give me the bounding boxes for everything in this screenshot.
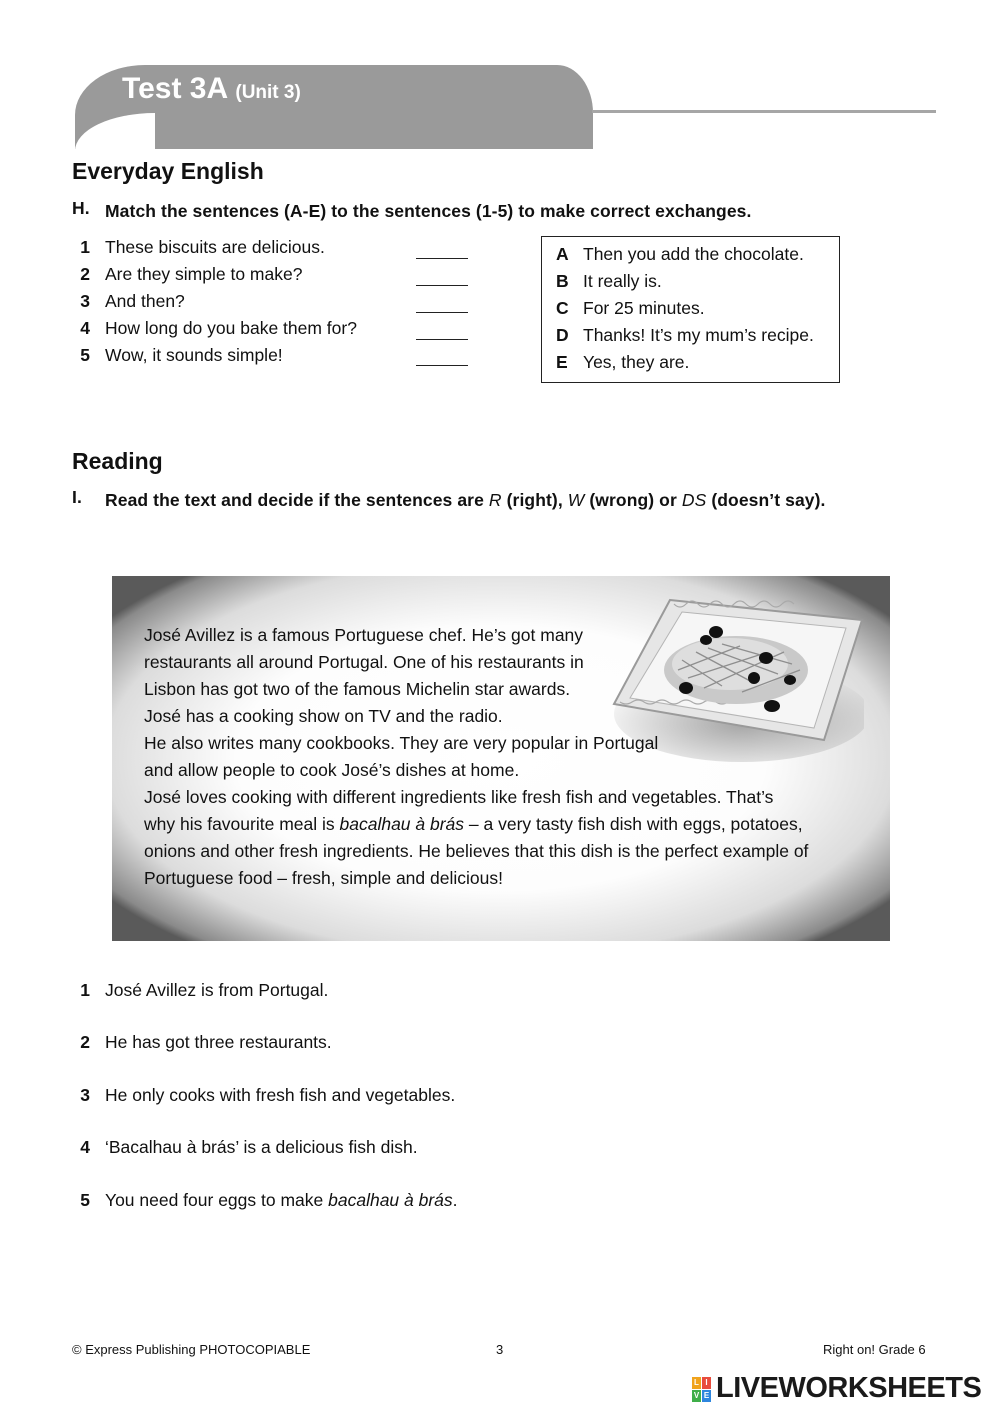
question-fragment: You need four eggs to make	[105, 1190, 329, 1210]
item-number: 1	[80, 237, 90, 257]
question-number: 1	[80, 980, 90, 1000]
question-item	[72, 1134, 872, 1161]
passage-line: onions and other fresh ingredients. He believes that this dish is the perfect example of	[144, 841, 809, 861]
question-text: ‘Bacalhau à brás’ is a delicious fish dish.	[105, 1137, 418, 1157]
logo-tile-v: V	[693, 1391, 700, 1400]
item-text: Wow, it sounds simple!	[105, 345, 283, 365]
dish-name: bacalhau à brás	[339, 814, 465, 834]
question-fragment: .	[452, 1190, 458, 1210]
option-letter: A	[556, 244, 569, 264]
instruction-part: (wrong) or	[584, 490, 682, 510]
test-title: Test 3A	[122, 72, 228, 105]
instruction-part: Read the text and decide if the sentences are	[105, 490, 489, 510]
passage-line: José has a cooking show on TV and the radio.	[144, 706, 503, 726]
instruction-letter-h: H.	[72, 198, 90, 218]
liveworksheets-logo[interactable]	[692, 1374, 988, 1408]
instruction-text-i	[105, 487, 925, 514]
answer-blank-1[interactable]	[416, 257, 468, 259]
instruction-w: W	[567, 490, 585, 510]
instruction-ds: DS	[681, 490, 707, 510]
liveworksheets-icon	[692, 1377, 712, 1403]
header-rule	[592, 110, 936, 113]
instruction-part: (doesn’t say).	[706, 490, 826, 510]
logo-tile-e: E	[703, 1391, 710, 1400]
option-text: Then you add the chocolate.	[583, 244, 804, 264]
footer-book-title: Right on! Grade 6	[823, 1342, 926, 1357]
question-number: 4	[80, 1137, 90, 1157]
liveworksheets-wordmark: LIVEWORKSHEETS	[716, 1372, 982, 1404]
reading-passage	[144, 622, 864, 892]
question-text: José Avillez is from Portugal.	[105, 980, 329, 1000]
option-letter: E	[556, 352, 568, 372]
answer-blank-4[interactable]	[416, 338, 468, 340]
item-text: How long do you bake them for?	[105, 318, 357, 338]
passage-line: He also writes many cookbooks. They are very popular in Portugal	[144, 733, 659, 753]
footer-page-number: 3	[496, 1342, 504, 1357]
question-text: He only cooks with fresh fish and vegetables.	[105, 1085, 456, 1105]
logo-tile-l: L	[692, 1377, 701, 1389]
option-letter: D	[556, 325, 569, 345]
option-text: Yes, they are.	[583, 352, 690, 372]
answer-blank-3[interactable]	[416, 311, 468, 313]
question-item	[72, 977, 872, 1004]
answer-options-box	[541, 236, 840, 383]
instruction-part: (right),	[501, 490, 568, 510]
reading-heading: Reading	[72, 448, 163, 474]
question-item	[72, 1187, 872, 1214]
passage-fragment: why his favourite meal is	[144, 814, 340, 834]
dish-name: bacalhau à brás	[328, 1190, 453, 1210]
item-text: And then?	[105, 291, 185, 311]
question-number: 5	[80, 1190, 90, 1210]
page-title	[122, 72, 301, 106]
instruction-text-h: Match the sentences (A-E) to the sentences (1-5) to make correct exchanges.	[105, 201, 752, 221]
option-text: Thanks! It’s my mum’s recipe.	[583, 325, 814, 345]
option-text: For 25 minutes.	[583, 298, 705, 318]
question-number: 2	[80, 1032, 90, 1052]
item-text: Are they simple to make?	[105, 264, 303, 284]
option-text: It really is.	[583, 271, 662, 291]
logo-tile-i: I	[702, 1377, 711, 1389]
matching-instruction	[72, 198, 952, 225]
passage-line: José loves cooking with different ingredients like fresh fish and vegetables. That’s	[144, 787, 774, 807]
item-text: These biscuits are delicious.	[105, 237, 325, 257]
item-number: 4	[80, 318, 90, 338]
question-item	[72, 1082, 872, 1109]
item-number: 2	[80, 264, 90, 284]
instruction-letter-i: I.	[72, 487, 82, 507]
question-item	[72, 1029, 872, 1056]
passage-line: Portuguese food – fresh, simple and delicious!	[144, 868, 503, 888]
answer-blank-2[interactable]	[416, 284, 468, 286]
option-letter: B	[556, 271, 569, 291]
item-number: 5	[80, 345, 90, 365]
passage-line	[144, 811, 864, 838]
instruction-r: R	[488, 490, 502, 510]
reading-instruction	[72, 487, 952, 541]
passage-fragment: – a very tasty fish dish with eggs, potatoes,	[464, 814, 803, 834]
question-number: 3	[80, 1085, 90, 1105]
footer-copyright: © Express Publishing PHOTOCOPIABLE	[72, 1342, 311, 1357]
answer-blank-5[interactable]	[416, 364, 468, 366]
everyday-english-heading: Everyday English	[72, 158, 264, 184]
matching-items-list	[72, 234, 492, 374]
passage-line: restaurants all around Portugal. One of his restaurants in	[144, 652, 584, 672]
question-text: He has got three restaurants.	[105, 1032, 332, 1052]
unit-label: (Unit 3)	[235, 82, 301, 103]
option-letter: C	[556, 298, 569, 318]
item-number: 3	[80, 291, 90, 311]
passage-line: Lisbon has got two of the famous Michelin star awards.	[144, 679, 571, 699]
passage-line: and allow people to cook José’s dishes at home.	[144, 760, 520, 780]
question-text	[105, 1187, 458, 1214]
passage-line: José Avillez is a famous Portuguese chef. He’s got many	[144, 625, 584, 645]
